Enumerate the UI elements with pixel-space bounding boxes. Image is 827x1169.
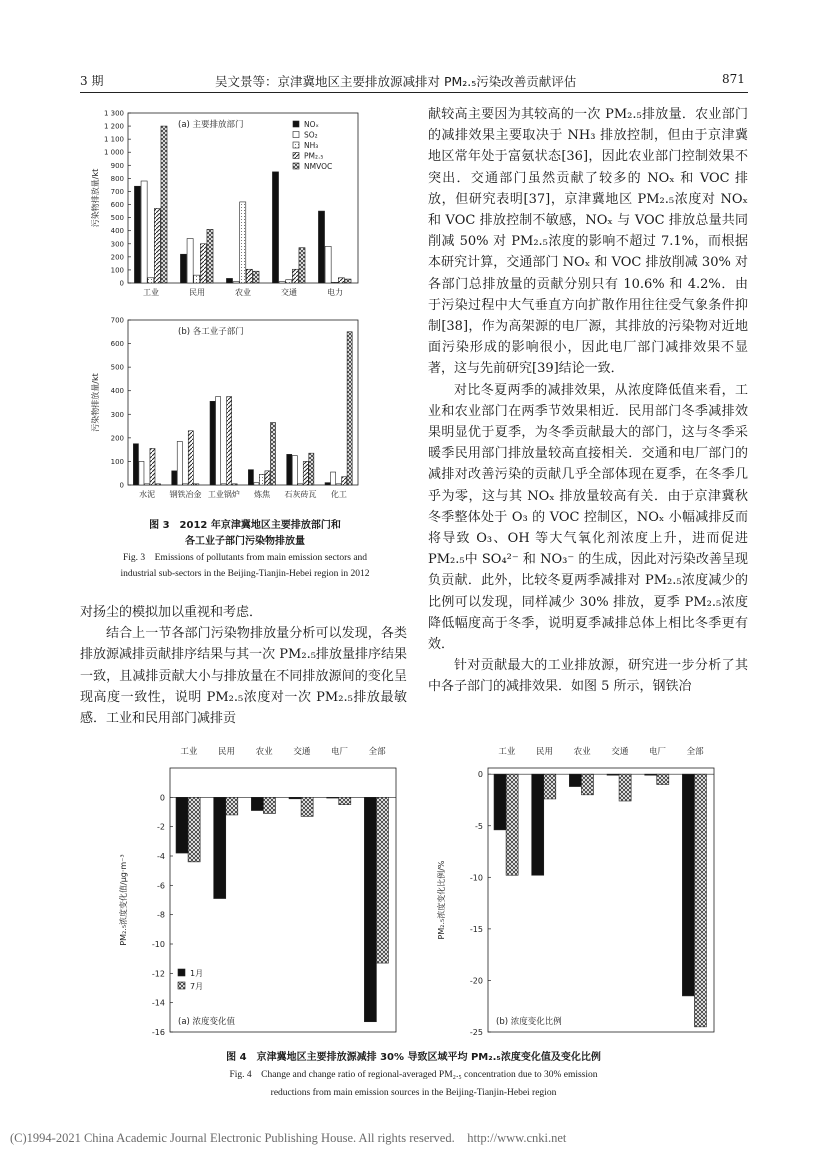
bar-series-0	[607, 774, 619, 775]
bar-series-3	[292, 269, 298, 283]
bar-series-4	[232, 484, 237, 485]
legend-swatch	[293, 153, 299, 159]
y-tick-label: -10	[151, 940, 165, 949]
category-label: 农业	[573, 747, 591, 757]
legend-label: 1月	[190, 969, 204, 978]
bar-series-4	[299, 248, 305, 283]
category-label: 工业	[498, 747, 516, 757]
y-tick-label: -25	[469, 1028, 483, 1037]
y-tick-label: 800	[110, 174, 124, 183]
bar-series-0	[532, 774, 544, 875]
bar-series-3	[154, 208, 160, 283]
y-tick-label: -6	[157, 881, 165, 891]
y-tick-label: 400	[110, 227, 124, 236]
bar-series-0	[248, 470, 253, 485]
category-label: 电厂	[648, 747, 667, 757]
bar-series-2	[336, 484, 341, 485]
bar-series-0	[289, 797, 301, 798]
x-tick-label: 水泥	[139, 490, 156, 499]
bar-series-2	[332, 282, 338, 283]
bar-series-0	[682, 774, 694, 996]
bar-series-0	[210, 401, 215, 485]
bar-series-2	[183, 484, 188, 485]
running-title: 吴文景等：京津冀地区主要排放源减排对 PM₂.₅污染改善贡献评估	[215, 74, 577, 89]
bar-series-1	[177, 441, 182, 485]
fig4-caption-en-line1: Fig. 4 Change and change ratio of regional-averaged PM₂.₅ concentration due to 30% emission	[229, 1070, 598, 1080]
bar-series-4	[253, 271, 259, 283]
fig4a-chart	[112, 740, 402, 1040]
x-tick-label: 炼焦	[254, 490, 271, 499]
legend-swatch	[293, 121, 299, 127]
bar-series-3	[342, 477, 347, 485]
bar-series-2	[240, 202, 246, 283]
bar-series-1	[325, 246, 331, 283]
y-tick-label: -14	[151, 998, 165, 1008]
bar-series-0	[176, 797, 188, 853]
bar-series-0	[327, 797, 339, 798]
bar-series-0	[325, 483, 330, 485]
left-column-text	[80, 602, 407, 729]
bar-series-0	[272, 172, 278, 283]
bar-series-4	[207, 229, 213, 283]
bar-series-2	[144, 484, 149, 485]
category-label: 民用	[217, 747, 236, 757]
bar-series-2	[298, 484, 303, 485]
y-axis-label: PM₂.₅浓度变化比例/%	[437, 860, 446, 940]
y-tick-label: 100	[110, 457, 124, 466]
paragraph: 对比冬夏两季的减排效果，从浓度降低值来看，工业和农业部门在两季节效果相近．民用部门冬季减排效果明显优于夏季，为冬季贡献最大的部门，这与冬季采暖季民用部门排放量较高直接相关．交通和电厂部门的减排对改善污染的贡献几乎全部体现在夏季，在冬季几乎为零，这与其 NOₓ 排放量较高有关．由于京津冀秋冬季整体处于 O₃ 的 VOC 控制区，NOₓ 小幅减排反而将导致 O₃、OH 等大气氧化剂浓度上升，进而促进 PM₂.₅中 SO₄²⁻ 和 NO₃⁻ 的生成，因此对污染改善呈现负贡献．此外，比较冬夏两季减排对 PM₂.₅浓度减少的比例可以发现，同样减少 30% 排放，夏季 PM₂.₅浓度降低幅度高于冬季，说明夏季减排总体上相比冬季更有效．	[428, 382, 748, 653]
y-tick-label: 0	[119, 481, 124, 490]
category-label: 民用	[535, 747, 554, 757]
bar-series-3	[200, 244, 206, 283]
y-tick-label: 400	[110, 387, 124, 396]
legend-label: PM₂.₅	[304, 151, 324, 161]
bar-series-3	[265, 471, 270, 485]
y-tick-label: 1 200	[103, 122, 124, 131]
bar-series-1	[657, 774, 669, 784]
y-tick-label: 1 100	[103, 135, 124, 144]
fig3a-chart	[88, 105, 388, 305]
bar-series-4	[194, 484, 199, 485]
bar-series-1	[226, 797, 238, 815]
y-tick-label: 700	[110, 187, 124, 196]
bar-series-2	[148, 278, 154, 283]
bar-series-0	[251, 797, 263, 810]
bar-series-1	[279, 282, 285, 283]
bar-series-3	[246, 269, 252, 283]
bar-series-1	[263, 797, 275, 813]
y-tick-label: -16	[151, 1028, 165, 1037]
legend-swatch	[293, 142, 299, 148]
bar-series-0	[133, 444, 138, 485]
y-tick-label: -8	[157, 910, 165, 920]
x-tick-label: 交通	[281, 288, 297, 297]
y-tick-label: 0	[119, 279, 124, 288]
y-tick-label: -10	[469, 873, 483, 883]
x-tick-label: 民用	[189, 288, 205, 297]
x-tick-label: 石灰砖瓦	[284, 490, 317, 499]
category-label: 全部	[368, 747, 386, 757]
y-tick-label: 600	[110, 201, 124, 210]
y-tick-label: 0	[477, 770, 483, 780]
bar-series-0	[226, 278, 232, 283]
bar-series-1	[254, 483, 259, 485]
legend-swatch	[178, 969, 185, 976]
bar-series-2	[286, 280, 292, 283]
y-tick-label: 1 000	[103, 148, 124, 157]
category-label: 工业	[180, 747, 198, 757]
legend-label: NH₃	[304, 141, 319, 150]
y-axis-label: 污染物排放量/kt	[91, 373, 100, 432]
y-tick-label: 300	[110, 240, 124, 249]
plot-frame	[128, 320, 358, 485]
y-tick-label: -12	[151, 969, 165, 979]
legend-label: 7月	[190, 982, 204, 991]
bar-series-1	[301, 797, 313, 816]
header-rule	[80, 92, 748, 93]
y-tick-label: 300	[110, 410, 124, 419]
x-tick-label: 农业	[235, 288, 251, 297]
copyright-footer: (C)1994-2021 China Academic Journal Electronic Publishing House. All rights reserved. http://www.cnki.net	[10, 1131, 567, 1145]
fig3-caption-zh-line1: 图 3 2012 年京津冀地区主要排放部门和	[149, 520, 341, 531]
legend-swatch	[178, 982, 185, 989]
chart-title: (a) 浓度变化值	[178, 1017, 236, 1027]
right-column-text	[428, 104, 748, 698]
bar-series-4	[347, 332, 352, 485]
bar-series-1	[233, 282, 239, 283]
fig4-caption-en-line2: reductions from main emission sources in the Beijing-Tianjin-Hebei region	[270, 1088, 557, 1098]
fig3-caption-zh-line2: 各工业子部门污染物排放量	[185, 536, 305, 547]
bar-series-1	[581, 774, 593, 795]
bar-series-1	[331, 472, 336, 485]
issue-number: 3 期	[80, 74, 104, 88]
bar-series-0	[287, 454, 292, 485]
bar-series-0	[172, 471, 177, 485]
bar-series-1	[376, 797, 388, 963]
y-tick-label: 1 300	[103, 109, 124, 118]
bar-series-1	[292, 456, 297, 485]
bar-series-4	[161, 126, 167, 283]
y-tick-label: 200	[110, 253, 124, 262]
bar-series-1	[619, 774, 631, 801]
y-axis-label: PM₂.₅浓度变化值/μg·m⁻³	[119, 854, 128, 946]
paragraph: 对扬尘的模拟加以重视和考虑．	[80, 605, 263, 620]
legend-label: NOₓ	[304, 120, 319, 129]
plot-frame	[170, 768, 396, 1032]
y-tick-label: 0	[159, 793, 165, 803]
bar-series-0	[364, 797, 376, 1021]
fig3-caption-en-line2: industrial sub-sectors in the Beijing-Tianjin-Hebei region in 2012	[120, 569, 370, 579]
category-label: 交通	[611, 747, 629, 757]
y-tick-label: 900	[110, 161, 124, 170]
bar-series-3	[227, 397, 232, 485]
bar-series-1	[139, 461, 144, 485]
bar-series-0	[180, 254, 186, 283]
category-label: 全部	[686, 747, 704, 757]
x-tick-label: 电力	[327, 288, 343, 297]
page-number: 871	[722, 72, 745, 86]
bar-series-0	[318, 211, 324, 283]
bar-series-0	[494, 774, 506, 830]
bar-series-1	[506, 774, 518, 875]
bar-series-4	[270, 423, 275, 485]
y-tick-label: 200	[110, 434, 124, 443]
bar-series-4	[309, 453, 314, 485]
legend-swatch	[293, 132, 299, 138]
bar-series-2	[259, 474, 264, 485]
bar-series-0	[134, 186, 140, 283]
bar-series-3	[188, 431, 193, 485]
y-tick-label: -2	[157, 822, 165, 832]
y-tick-label: 600	[110, 340, 124, 349]
bar-series-4	[155, 484, 160, 485]
bar-series-1	[694, 774, 706, 1027]
bar-series-1	[187, 239, 193, 283]
bar-series-1	[141, 181, 147, 283]
legend-label: SO₂	[304, 130, 318, 140]
chart-title: (b) 浓度变化比例	[496, 1017, 562, 1027]
fig3b-chart	[88, 312, 388, 507]
x-tick-label: 化工	[330, 490, 347, 499]
x-tick-label: 工业锅炉	[207, 490, 240, 499]
bar-series-2	[194, 275, 200, 283]
bar-series-0	[569, 774, 581, 786]
y-tick-label: -20	[469, 976, 483, 986]
y-tick-label: 500	[110, 363, 124, 372]
bar-series-1	[188, 797, 200, 862]
bar-series-1	[544, 774, 556, 799]
plot-frame	[488, 768, 714, 1032]
paragraph: 针对贡献最大的工业排放源，研究进一步分析了其中各子部门的减排效果．如图 5 所示，钢铁冶	[428, 658, 748, 695]
chart-title: (b) 各工业子部门	[178, 327, 244, 337]
bar-series-0	[645, 774, 657, 775]
category-label: 农业	[255, 747, 273, 757]
fig4-caption-zh: 图 4 京津冀地区主要排放源减排 30% 导致区域平均 PM₂.₅浓度变化值及变化比例	[226, 1052, 601, 1063]
category-label: 交通	[293, 747, 311, 757]
chart-title: (a) 主要排放部门	[178, 120, 244, 130]
x-tick-label: 钢铁冶金	[169, 490, 202, 499]
y-tick-label: 700	[110, 316, 124, 325]
bar-series-3	[150, 448, 155, 485]
bar-series-3	[303, 461, 308, 485]
bar-series-3	[338, 278, 344, 283]
legend-swatch	[293, 163, 299, 169]
paragraph: 献较高主要因为其较高的一次 PM₂.₅排放量．农业部门的减排效果主要取决于 NH₃ 排放控制，但由于京津冀地区常年处于富氨状态[36]，因此农业部门控制效果不突出．交通部门虽然贡献了较多的 NOₓ 和 VOC 排放，但研究表明[37]，京津冀地区 PM₂.₅浓度对 NOₓ 和 VOC 排放控制不敏感，NOₓ 与 VOC 排放总量共同削减 50% 对 PM₂.₅浓度的影响不超过 7.1%，而根据本研究计算，交通部门 NOₓ 和 VOC 排放削减 30% 对各部门总排放量的贡献分别只有 10.6% 和 4.2%．由于污染过程中大气垂直方向扩散作用往往受气象条件抑制[38]，作为高架源的电厂源，其排放的污染物对近地面污染形成的影响很小，因此电厂部门减排效果不显著，这与先前研究[39]结论一致．	[428, 107, 748, 377]
y-tick-label: -15	[469, 924, 483, 934]
bar-series-1	[339, 797, 351, 804]
paragraph: 结合上一节各部门污染物排放量分析可以发现，各类排放源减排贡献排序结果与其一次 PM₂.₅排放量排序结果一致，且减排贡献大小与排放量在不同排放源间的变化呈现高度一致性，说明 PM₂.₅浓度对一次 PM₂.₅排放最敏感．工业和民用部门减排贡	[80, 626, 407, 727]
y-tick-label: -4	[157, 852, 165, 861]
y-tick-label: 100	[110, 266, 124, 275]
fig3-caption-en-line1: Fig. 3 Emissions of pollutants from main emission sectors and	[122, 553, 368, 563]
bar-series-1	[216, 397, 221, 485]
y-axis-label: 污染物排放量/kt	[91, 168, 100, 228]
bar-series-0	[214, 797, 226, 898]
y-tick-label: 500	[110, 214, 124, 223]
bar-series-2	[221, 484, 226, 485]
category-label: 电厂	[330, 747, 349, 757]
fig4b-chart	[430, 740, 720, 1040]
y-tick-label: -5	[475, 821, 483, 831]
x-tick-label: 工业	[143, 288, 159, 297]
bar-series-4	[345, 279, 351, 283]
legend-label: NMVOC	[304, 162, 333, 171]
